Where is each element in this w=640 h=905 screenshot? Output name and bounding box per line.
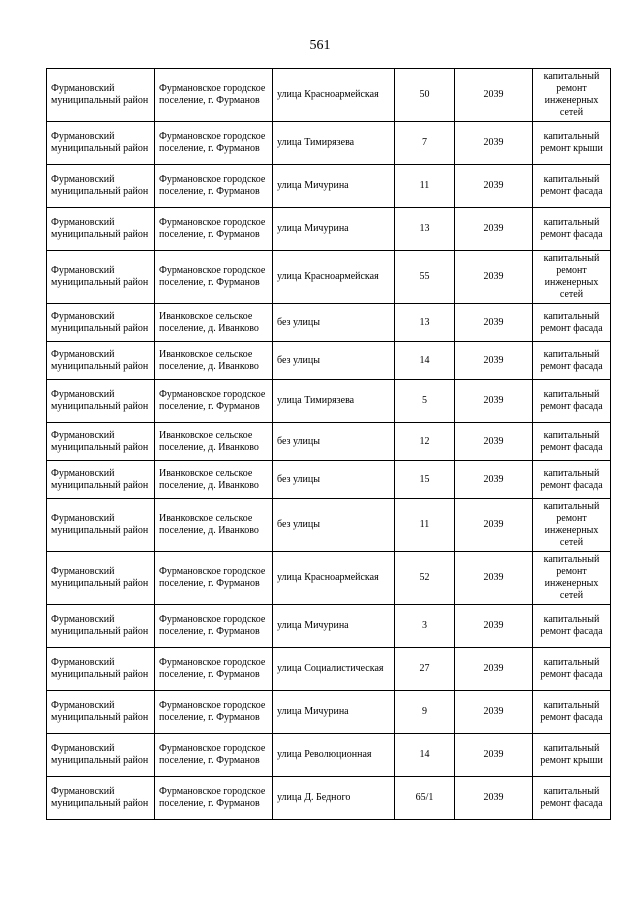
house-number-cell: 13 xyxy=(395,304,455,342)
page-number: 561 xyxy=(309,38,331,53)
street-cell: без улицы xyxy=(273,423,395,461)
year-cell: 2039 xyxy=(455,380,533,423)
district-cell: Фурмановский муниципальный район xyxy=(47,342,155,380)
work-type-cell: капитальный ремонт крыши xyxy=(533,734,611,777)
year-cell: 2039 xyxy=(455,605,533,648)
street-cell: улица Тимирязева xyxy=(273,122,395,165)
house-number-cell: 15 xyxy=(395,461,455,499)
district-cell: Фурмановский муниципальный район xyxy=(47,552,155,605)
district-cell: Фурмановский муниципальный район xyxy=(47,734,155,777)
work-type-cell: капитальный ремонт фасада xyxy=(533,380,611,423)
street-cell: без улицы xyxy=(273,342,395,380)
district-cell: Фурмановский муниципальный район xyxy=(47,648,155,691)
table-row xyxy=(47,342,611,380)
work-type-cell: капитальный ремонт инженерных сетей xyxy=(533,251,611,304)
year-cell: 2039 xyxy=(455,251,533,304)
year-cell: 2039 xyxy=(455,777,533,820)
house-number-cell: 11 xyxy=(395,499,455,552)
settlement-cell: Фурмановское городское поселение, г. Фурманов xyxy=(155,605,273,648)
year-cell: 2039 xyxy=(455,304,533,342)
settlement-cell: Фурмановское городское поселение, г. Фурманов xyxy=(155,552,273,605)
street-cell: улица Красноармейская xyxy=(273,69,395,122)
year-cell: 2039 xyxy=(455,342,533,380)
settlement-cell: Иванковское сельское поселение, д. Иванково xyxy=(155,342,273,380)
table-row xyxy=(47,499,611,552)
table-row xyxy=(47,380,611,423)
settlement-cell: Иванковское сельское поселение, д. Иванково xyxy=(155,304,273,342)
work-type-cell: капитальный ремонт фасада xyxy=(533,165,611,208)
house-number-cell: 27 xyxy=(395,648,455,691)
street-cell: улица Красноармейская xyxy=(273,251,395,304)
year-cell: 2039 xyxy=(455,423,533,461)
district-cell: Фурмановский муниципальный район xyxy=(47,380,155,423)
house-number-cell: 14 xyxy=(395,734,455,777)
street-cell: улица Мичурина xyxy=(273,605,395,648)
street-cell: улица Мичурина xyxy=(273,208,395,251)
table-row xyxy=(47,605,611,648)
street-cell: улица Красноармейская xyxy=(273,552,395,605)
work-type-cell: капитальный ремонт фасада xyxy=(533,423,611,461)
capital-repair-table xyxy=(46,68,611,820)
table-row xyxy=(47,122,611,165)
year-cell: 2039 xyxy=(455,648,533,691)
year-cell: 2039 xyxy=(455,208,533,251)
settlement-cell: Фурмановское городское поселение, г. Фурманов xyxy=(155,165,273,208)
settlement-cell: Иванковское сельское поселение, д. Иванково xyxy=(155,499,273,552)
work-type-cell: капитальный ремонт фасада xyxy=(533,304,611,342)
year-cell: 2039 xyxy=(455,552,533,605)
work-type-cell: капитальный ремонт фасада xyxy=(533,691,611,734)
district-cell: Фурмановский муниципальный район xyxy=(47,208,155,251)
district-cell: Фурмановский муниципальный район xyxy=(47,122,155,165)
house-number-cell: 65/1 xyxy=(395,777,455,820)
table-row xyxy=(47,208,611,251)
settlement-cell: Иванковское сельское поселение, д. Иванково xyxy=(155,461,273,499)
house-number-cell: 5 xyxy=(395,380,455,423)
year-cell: 2039 xyxy=(455,691,533,734)
street-cell: без улицы xyxy=(273,304,395,342)
house-number-cell: 11 xyxy=(395,165,455,208)
table-row xyxy=(47,648,611,691)
table-row xyxy=(47,423,611,461)
table-row xyxy=(47,777,611,820)
year-cell: 2039 xyxy=(455,499,533,552)
district-cell: Фурмановский муниципальный район xyxy=(47,304,155,342)
settlement-cell: Фурмановское городское поселение, г. Фурманов xyxy=(155,691,273,734)
work-type-cell: капитальный ремонт инженерных сетей xyxy=(533,499,611,552)
settlement-cell: Фурмановское городское поселение, г. Фурманов xyxy=(155,251,273,304)
street-cell: улица Мичурина xyxy=(273,691,395,734)
table-row xyxy=(47,69,611,122)
work-type-cell: капитальный ремонт фасада xyxy=(533,648,611,691)
district-cell: Фурмановский муниципальный район xyxy=(47,777,155,820)
work-type-cell: капитальный ремонт фасада xyxy=(533,605,611,648)
house-number-cell: 3 xyxy=(395,605,455,648)
street-cell: улица Д. Бедного xyxy=(273,777,395,820)
district-cell: Фурмановский муниципальный район xyxy=(47,251,155,304)
street-cell: улица Тимирязева xyxy=(273,380,395,423)
settlement-cell: Фурмановское городское поселение, г. Фурманов xyxy=(155,734,273,777)
year-cell: 2039 xyxy=(455,69,533,122)
street-cell: без улицы xyxy=(273,461,395,499)
table-row xyxy=(47,691,611,734)
house-number-cell: 55 xyxy=(395,251,455,304)
work-type-cell: капитальный ремонт крыши xyxy=(533,122,611,165)
table-row xyxy=(47,251,611,304)
year-cell: 2039 xyxy=(455,165,533,208)
district-cell: Фурмановский муниципальный район xyxy=(47,691,155,734)
settlement-cell: Фурмановское городское поселение, г. Фурманов xyxy=(155,69,273,122)
house-number-cell: 9 xyxy=(395,691,455,734)
work-type-cell: капитальный ремонт инженерных сетей xyxy=(533,69,611,122)
work-type-cell: капитальный ремонт фасада xyxy=(533,342,611,380)
house-number-cell: 50 xyxy=(395,69,455,122)
district-cell: Фурмановский муниципальный район xyxy=(47,605,155,648)
work-type-cell: капитальный ремонт фасада xyxy=(533,777,611,820)
house-number-cell: 52 xyxy=(395,552,455,605)
table-row xyxy=(47,165,611,208)
district-cell: Фурмановский муниципальный район xyxy=(47,165,155,208)
settlement-cell: Фурмановское городское поселение, г. Фурманов xyxy=(155,208,273,251)
district-cell: Фурмановский муниципальный район xyxy=(47,461,155,499)
house-number-cell: 14 xyxy=(395,342,455,380)
table-body xyxy=(47,69,611,820)
year-cell: 2039 xyxy=(455,734,533,777)
settlement-cell: Фурмановское городское поселение, г. Фурманов xyxy=(155,122,273,165)
settlement-cell: Фурмановское городское поселение, г. Фурманов xyxy=(155,380,273,423)
district-cell: Фурмановский муниципальный район xyxy=(47,423,155,461)
settlement-cell: Фурмановское городское поселение, г. Фурманов xyxy=(155,648,273,691)
table-row xyxy=(47,304,611,342)
house-number-cell: 12 xyxy=(395,423,455,461)
house-number-cell: 7 xyxy=(395,122,455,165)
year-cell: 2039 xyxy=(455,461,533,499)
street-cell: улица Революционная xyxy=(273,734,395,777)
settlement-cell: Иванковское сельское поселение, д. Иванково xyxy=(155,423,273,461)
district-cell: Фурмановский муниципальный район xyxy=(47,69,155,122)
work-type-cell: капитальный ремонт инженерных сетей xyxy=(533,552,611,605)
year-cell: 2039 xyxy=(455,122,533,165)
house-number-cell: 13 xyxy=(395,208,455,251)
district-cell: Фурмановский муниципальный район xyxy=(47,499,155,552)
work-type-cell: капитальный ремонт фасада xyxy=(533,461,611,499)
street-cell: улица Социалистическая xyxy=(273,648,395,691)
street-cell: улица Мичурина xyxy=(273,165,395,208)
table-row xyxy=(47,552,611,605)
table-row xyxy=(47,461,611,499)
settlement-cell: Фурмановское городское поселение, г. Фурманов xyxy=(155,777,273,820)
table-row xyxy=(47,734,611,777)
work-type-cell: капитальный ремонт фасада xyxy=(533,208,611,251)
street-cell: без улицы xyxy=(273,499,395,552)
